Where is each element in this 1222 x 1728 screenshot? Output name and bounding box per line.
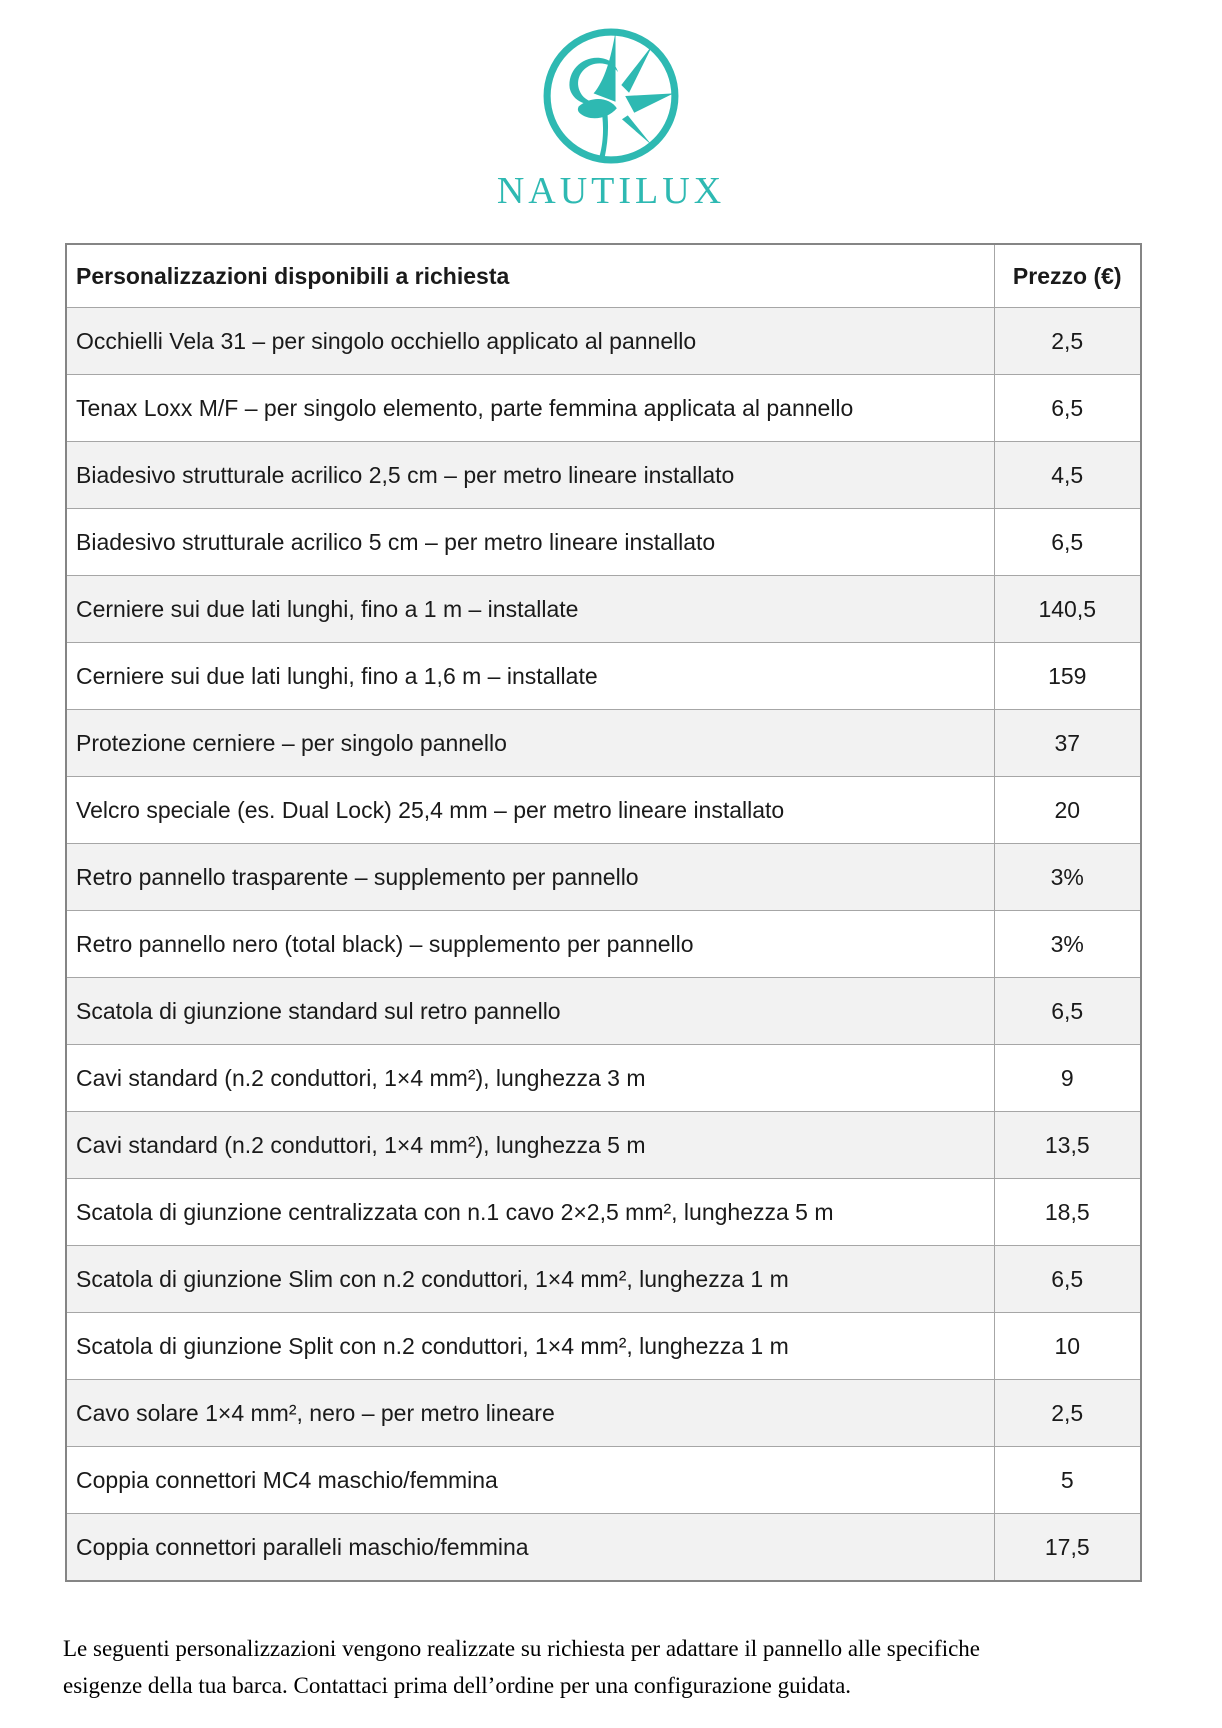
price-value: 140,5 [994,576,1141,643]
table-row [66,1380,1141,1447]
price-value: 159 [994,643,1141,710]
customization-label: Biadesivo strutturale acrilico 2,5 cm – per metro lineare installato [66,442,994,509]
table-row [66,643,1141,710]
customization-label: Coppia connettori paralleli maschio/femmina [66,1514,994,1582]
customization-label: Cavi standard (n.2 conduttori, 1×4 mm²), lunghezza 3 m [66,1045,994,1112]
table-row [66,978,1141,1045]
table-row [66,1246,1141,1313]
price-value: 9 [994,1045,1141,1112]
price-value: 2,5 [994,308,1141,375]
table-row [66,1313,1141,1380]
column-header-customizations: Personalizzazioni disponibili a richiesta [66,244,994,308]
table-row [66,1447,1141,1514]
table-row [66,308,1141,375]
table-row [66,844,1141,911]
customization-label: Biadesivo strutturale acrilico 5 cm – per metro lineare installato [66,509,994,576]
table-row [66,509,1141,576]
price-value: 13,5 [994,1112,1141,1179]
customization-label: Protezione cerniere – per singolo pannello [66,710,994,777]
customization-label: Coppia connettori MC4 maschio/femmina [66,1447,994,1514]
customization-label: Scatola di giunzione centralizzata con n.1 cavo 2×2,5 mm², lunghezza 5 m [66,1179,994,1246]
brand-name: NAUTILUX [496,170,726,212]
price-value: 6,5 [994,1246,1141,1313]
customization-label: Scatola di giunzione Split con n.2 conduttori, 1×4 mm², lunghezza 1 m [66,1313,994,1380]
table-row [66,1179,1141,1246]
column-header-price: Prezzo (€) [994,244,1141,308]
customization-label: Cavo solare 1×4 mm², nero – per metro lineare [66,1380,994,1447]
price-table [65,243,1142,1582]
price-value: 4,5 [994,442,1141,509]
price-value: 10 [994,1313,1141,1380]
price-value: 3% [994,911,1141,978]
price-value: 3% [994,844,1141,911]
customization-label: Scatola di giunzione Slim con n.2 conduttori, 1×4 mm², lunghezza 1 m [66,1246,994,1313]
customization-label: Scatola di giunzione standard sul retro pannello [66,978,994,1045]
customization-label: Occhielli Vela 31 – per singolo occhiello applicato al pannello [66,308,994,375]
table-row [66,375,1141,442]
customization-label: Cerniere sui due lati lunghi, fino a 1 m – installate [66,576,994,643]
table-row [66,710,1141,777]
table-row [66,1112,1141,1179]
customization-label: Cavi standard (n.2 conduttori, 1×4 mm²), lunghezza 5 m [66,1112,994,1179]
customization-label: Retro pannello nero (total black) – supplemento per pannello [66,911,994,978]
price-value: 6,5 [994,509,1141,576]
price-value: 2,5 [994,1380,1141,1447]
price-value: 37 [994,710,1141,777]
footer-note: Le seguenti personalizzazioni vengono realizzate su richiesta per adattare il pannello alle specifiche esigenze della tua barca. Contattaci prima dell’ordine per una configurazione guidata. [63,1636,981,1699]
table-row [66,576,1141,643]
price-value: 6,5 [994,978,1141,1045]
customization-label: Tenax Loxx M/F – per singolo elemento, parte femmina applicata al pannello [66,375,994,442]
nautilux-logo-icon [540,25,682,167]
table-header-row [66,244,1141,308]
table-row [66,911,1141,978]
table-row [66,777,1141,844]
customization-label: Retro pannello trasparente – supplemento per pannello [66,844,994,911]
price-value: 20 [994,777,1141,844]
customization-label: Velcro speciale (es. Dual Lock) 25,4 mm – per metro lineare installato [66,777,994,844]
table-row [66,1514,1141,1582]
price-value: 17,5 [994,1514,1141,1582]
logo-block [0,0,1222,213]
table-row [66,442,1141,509]
price-value: 18,5 [994,1179,1141,1246]
table-row [66,1045,1141,1112]
price-value: 6,5 [994,375,1141,442]
price-value: 5 [994,1447,1141,1514]
customization-label: Cerniere sui due lati lunghi, fino a 1,6 m – installate [66,643,994,710]
